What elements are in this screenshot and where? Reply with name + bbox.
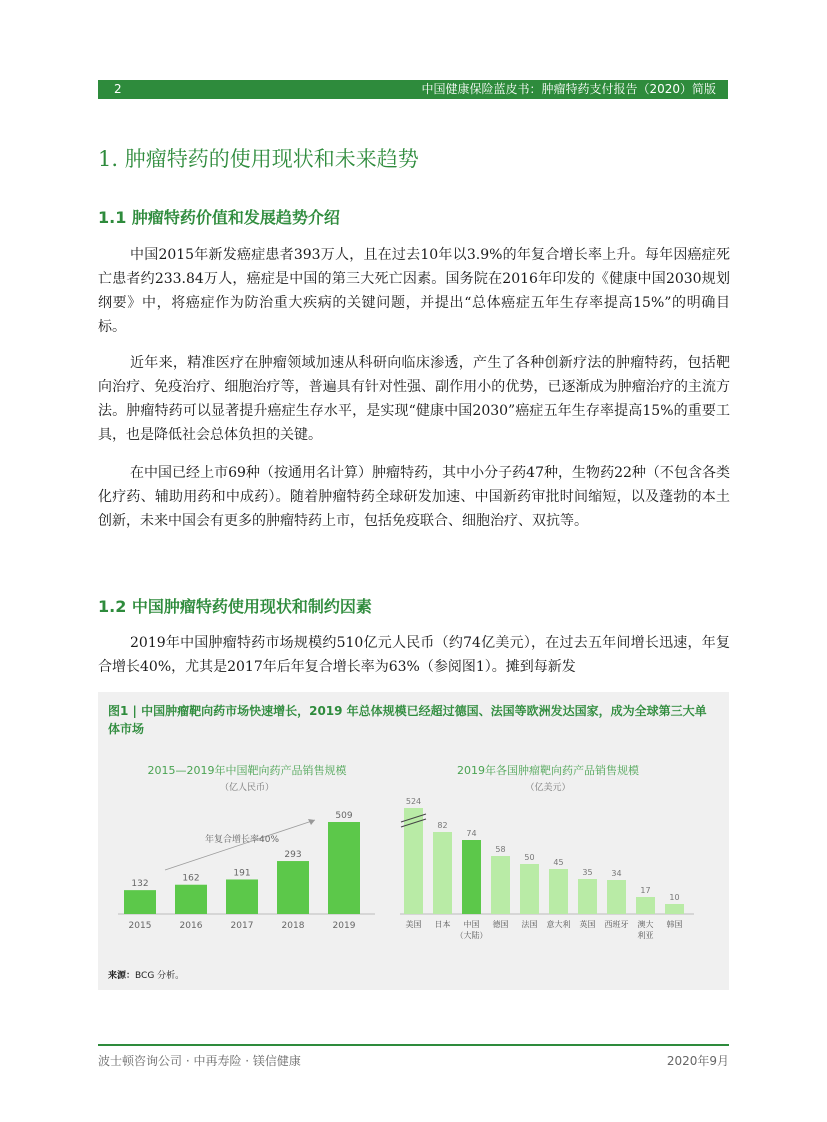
chart-1-value-label: 132 [131,879,149,890]
document-title: 中国健康保险蓝皮书：肿瘤特药支付报告（2020）简版 [421,82,716,96]
chart-1-bar [226,879,258,914]
chart-2-tick-label: 英国 [579,920,596,929]
section-1-heading: 1. 肿瘤特药的使用现状和未来趋势 [98,147,419,171]
figure-caption: 图1 | 中国肿瘤靶向药市场快速增长，2019 年总体规模已经超过德国、法国等欧洲发达国家，成为全球第三大单体市场 [108,704,707,736]
chart-1-value-label: 509 [335,811,353,821]
chart-2-bar [665,904,684,914]
paragraph-1: 中国2015年新发癌症患者393万人，且在过去10年以3.9%的年复合增长率上升。每年因癌症死亡患者约233.84万人，癌症是中国的第三大死亡因素。国务院在2016年印发的《健康中国2030规划纲要》中，将癌症作为防治重大疾病的关键问题，并提出“总体癌症五年生存率提高15%”的明确目标。 [98,247,730,335]
header-bar [98,80,728,99]
chart-2-tick-label: 德国 [492,920,509,929]
chart-1-bar [277,861,309,914]
chart-2-svg [394,792,704,962]
chart-1-bar [175,885,207,914]
chart-2-value-label: 45 [553,858,564,867]
chart-1-svg [110,792,390,942]
paragraph-4: 2019年中国肿瘤特药市场规模约510亿元人民币（约74亿美元），在过去五年间增长迅速，年复合增长40%，尤其是2017年后年复合增长率为63%（参阅图1）。摊到每新发 [98,635,730,675]
chart-2-tick-label: 利亚 [637,931,654,940]
chart-2-value-label: 10 [669,893,680,902]
chart-1-value-label: 162 [182,873,200,884]
chart-2-bar [462,840,481,914]
chart-2-value-label: 17 [640,886,651,895]
chart-2-value-label: 524 [405,797,422,806]
chart-1-value-label: 293 [284,850,302,861]
chart-2-tick-label: 法国 [521,920,538,929]
chart-1-title: 2015—2019年中国靶向药产品销售规模 [147,764,347,777]
footer-divider [98,1044,729,1046]
section-1-2-heading: 1.2 中国肿瘤特药使用现状和制约因素 [98,597,372,616]
chart-2-tick-label: 澳大 [637,920,654,929]
chart-1-bar [124,890,156,914]
chart-1-tick-label: 2016 [179,921,203,931]
chart-2-value-label: 58 [495,845,506,854]
chart-2-value-label: 82 [437,821,448,830]
chart-2-title: 2019年各国肿瘤靶向药产品销售规模 [457,764,639,777]
chart-1-tick-label: 2018 [281,921,305,931]
chart-2-tick-label: 日本 [434,920,451,929]
paragraph-2: 近年来，精准医疗在肿瘤领域加速从科研向临床渗透，产生了各种创新疗法的肿瘤特药，包括靶向治疗、免疫治疗、细胞治疗等，普遍具有针对性强、副作用小的优势，已逐渐成为肿瘤治疗的主流方法。肿瘤特药可以显著提升癌症生存水平，是实现“健康中国2030”癌症五年生存率提高15%的重要工具，也是降低社会总体负担的关键。 [98,355,730,443]
chart-2-bar [491,856,510,914]
paragraph-3: 在中国已经上市69种（按通用名计算）肿瘤特药，其中小分子药47种，生物药22种（不包含各类化疗药、辅助用药和中成药）。随着肿瘤特药全球研发加速、中国新药审批时间缩短，以及蓬勃的本土创新，未来中国会有更多的肿瘤特药上市，包括免疫联合、细胞治疗、双抗等。 [98,465,730,529]
chart-2-value-label: 34 [611,869,622,878]
chart-2-tick-label: 中国 [463,920,480,929]
chart-2-tick-label: 西班牙 [604,920,629,929]
chart-1-annotation: 年复合增长率40% [205,835,280,845]
section-1-1-heading: 1.1 肿瘤特药价值和发展趋势介绍 [98,208,340,227]
chart-2-bar [636,897,655,914]
chart-2-tick-label: 美国 [405,920,422,929]
chart-2-bar [520,864,539,914]
source-label: 来源： [108,971,136,981]
source-text: BCG 分析。 [135,971,185,981]
chart-2-value-label: 35 [582,868,593,877]
chart-2-bar [578,879,597,914]
chart-2-tick-label: （大陆） [455,931,488,940]
footer-date: 2020年9月 [666,1054,729,1068]
footer-companies: 波士顿咨询公司 · 中再寿险 · 镁信健康 [98,1054,301,1068]
chart-1-tick-label: 2015 [128,921,152,931]
chart-1-value-label: 191 [233,868,251,879]
chart-1-unit: （亿人民币） [219,783,274,793]
chart-2-bar [433,832,452,914]
chart-2-unit: （亿美元） [525,783,571,793]
chart-2-value-label: 74 [466,829,477,838]
chart-2-bar [404,808,423,914]
figure-source [108,968,184,981]
chart-2-value-label: 50 [524,853,535,862]
chart-2-tick-label: 意大利 [546,920,571,929]
page-number: 2 [114,82,122,96]
chart-2-tick-label: 韩国 [666,920,683,929]
chart-2-bar [549,869,568,914]
chart-1-tick-label: 2019 [332,921,356,931]
chart-1-tick-label: 2017 [230,921,254,931]
chart-2-bar [607,880,626,914]
chart-1-bar [328,822,360,914]
figure-1 [98,692,729,990]
